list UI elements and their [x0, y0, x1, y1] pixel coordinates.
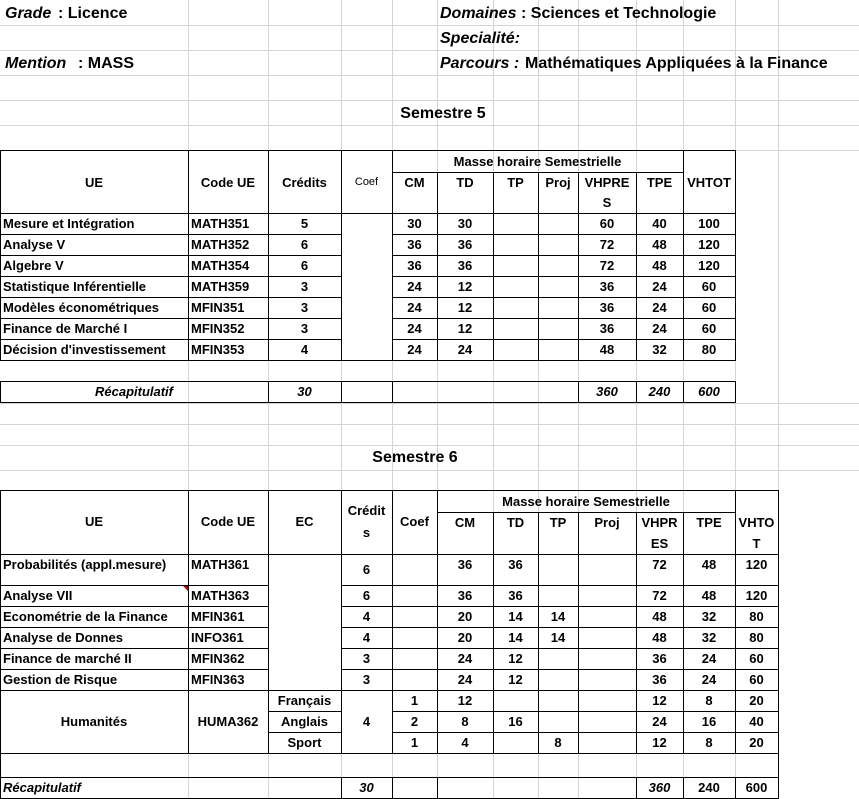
s6-hum-ec-name: Français	[277, 693, 332, 708]
s6-h-ue: UE	[84, 514, 104, 529]
s5-row-code: MFIN353	[191, 342, 245, 357]
s6-row-td: 14	[508, 630, 523, 645]
s5-h-ue: UE	[84, 175, 104, 190]
s5-row-credits: 5	[300, 216, 309, 231]
s6-row-vhpres: 36	[652, 672, 667, 687]
s6-row-code: INFO361	[191, 630, 244, 645]
s6-h-vhtot-2: T	[752, 536, 761, 551]
s6-row-vhtot: 120	[745, 588, 768, 603]
s5-row-tp	[493, 318, 538, 339]
specialite-label: Specialité:	[440, 30, 521, 47]
s5-row-vhpres: 72	[599, 258, 615, 273]
s6-hum-ec-cm: 8	[461, 714, 469, 729]
s6-row-vhpres: 48	[652, 630, 667, 645]
s6-hum-ec-tp	[538, 690, 578, 711]
parcours-value: Mathématiques Appliquées à la Finance	[525, 55, 828, 72]
s5-row-proj	[538, 234, 578, 255]
s5-row-vhtot: 60	[701, 321, 717, 336]
s5-row-vhpres: 48	[599, 342, 615, 357]
s5-h-masse: Masse horaire Semestrielle	[453, 154, 622, 169]
s6-hum-ec-tpe: 8	[705, 693, 713, 708]
s5-row-vhtot: 100	[698, 216, 720, 231]
s5-row-tpe: 40	[652, 216, 667, 231]
s5-h-vhpres-2: S	[602, 195, 612, 210]
s5-row-vhpres: 36	[599, 300, 615, 315]
domaines-label: Domaines	[440, 5, 517, 22]
s6-h-credits-2: s	[362, 525, 371, 540]
s5-row-cm: 24	[407, 321, 422, 336]
s6-row-credits: 6	[362, 588, 371, 603]
s6-title: Semestre 6	[372, 449, 458, 466]
s5-row-proj	[538, 339, 578, 360]
mention-label: Mention	[5, 55, 67, 72]
s6-hum-ec-name: Anglais	[281, 714, 328, 729]
s5-row-vhpres: 60	[599, 216, 615, 231]
s6-row-vhtot: 80	[749, 609, 764, 624]
s5-row-proj	[538, 255, 578, 276]
s5-row-credits: 4	[300, 342, 309, 357]
s6-h-coef: Coef	[400, 514, 429, 529]
s6-hum-ue: Humanités	[60, 714, 128, 729]
s5-recap-empty-cell	[392, 381, 579, 403]
s6-recap-tpe: 240	[698, 780, 720, 795]
s6-cell	[392, 669, 438, 691]
s6-row-cm: 20	[457, 609, 473, 624]
s6-h-td: TD	[506, 515, 525, 530]
s6-hum-ec-tp: 8	[554, 735, 562, 750]
s6-h-vhpres-2: ES	[650, 536, 669, 551]
s6-cell	[578, 648, 637, 670]
s5-row-code: MFIN351	[191, 300, 245, 315]
s6-h-vhtot: VHTO	[738, 515, 775, 530]
s5-row-cm: 30	[407, 216, 422, 231]
s5-row-cm: 24	[407, 279, 422, 294]
s6-hum-ec-coef: 2	[410, 714, 419, 729]
s6-hum-ec-cm: 4	[461, 735, 469, 750]
s6-row-tp	[538, 648, 578, 669]
s6-row-vhtot: 60	[749, 672, 764, 687]
s5-row-code: MATH354	[191, 258, 250, 273]
s6-row-code: MFIN362	[191, 651, 245, 666]
s5-h-vhtot: VHTOT	[687, 175, 731, 190]
s6-recap-credits: 30	[359, 780, 374, 795]
s6-hum-credits: 4	[362, 714, 371, 729]
s5-h-tp: TP	[507, 175, 524, 190]
s6-hum-cell	[578, 711, 637, 733]
s5-row-ue: Modèles économétriques	[3, 300, 160, 315]
s6-row-tpe: 32	[701, 609, 717, 624]
s5-row-vhtot: 60	[701, 300, 717, 315]
s5-row-tp	[493, 234, 538, 255]
s6-row-tpe: 24	[701, 651, 717, 666]
s6-row-td: 12	[508, 651, 523, 666]
s6-row-vhpres: 48	[652, 609, 667, 624]
s6-cell	[392, 606, 438, 628]
s6-row-td: 36	[508, 588, 523, 603]
s5-row-td: 12	[457, 279, 473, 294]
s6-row-ue: Probabilités (appl.mesure)	[3, 557, 167, 572]
s5-row-cm: 24	[407, 300, 422, 315]
s6-row-vhpres: 72	[652, 557, 667, 572]
s6-row-credits: 3	[362, 651, 371, 666]
s5-row-credits: 3	[300, 321, 309, 336]
s6-cell	[392, 627, 438, 649]
s6-cell	[578, 606, 637, 628]
s5-row-vhpres: 36	[599, 279, 615, 294]
s6-h-code: Code UE	[200, 514, 256, 529]
s6-hum-ec-tpe: 16	[701, 714, 717, 729]
s6-row-code: MFIN361	[191, 609, 245, 624]
s6-hum-ec-vhpres: 12	[652, 693, 667, 708]
s6-hum-ec-vhpres: 12	[652, 735, 667, 750]
s5-row-vhpres: 36	[599, 321, 615, 336]
s6-h-tp: TP	[549, 515, 567, 530]
s5-row-vhtot: 120	[698, 258, 720, 273]
s6-row-td: 14	[508, 609, 523, 624]
s6-row-cm: 20	[457, 630, 473, 645]
s5-recap-vhtot: 600	[698, 384, 720, 399]
s6-h-cm: CM	[454, 515, 476, 530]
s6-row-vhtot: 60	[749, 651, 764, 666]
grade-label: Grade	[5, 5, 52, 22]
s5-row-td: 36	[457, 258, 473, 273]
s5-row-cm: 36	[407, 237, 422, 252]
s5-row-tp	[493, 297, 538, 318]
s5-recap-coef-cell	[341, 381, 393, 403]
s5-h-vhpres: VHPRE	[584, 175, 630, 190]
s6-hum-ec-td: 16	[508, 714, 523, 729]
s5-title: Semestre 5	[400, 105, 486, 122]
s5-row-tp	[493, 255, 538, 276]
s5-h-code: Code UE	[200, 175, 256, 190]
s6-row-credits: 4	[362, 630, 371, 645]
s5-row-code: MATH351	[191, 216, 250, 231]
s5-row-code: MFIN352	[191, 321, 245, 336]
s5-row-tpe: 24	[652, 300, 667, 315]
s6-row-code: MFIN363	[191, 672, 245, 687]
s6-row-ue: Gestion de Risque	[3, 672, 118, 687]
s6-hum-ec-tp	[538, 711, 578, 732]
s6-hum-ec-tpe: 8	[705, 735, 713, 750]
s6-row-code: MATH361	[191, 557, 250, 572]
s5-row-code: MATH352	[191, 237, 250, 252]
s5-row-vhpres: 72	[599, 237, 615, 252]
s5-row-tpe: 48	[652, 237, 667, 252]
s6-row-tpe: 32	[701, 630, 717, 645]
s5-h-proj: Proj	[545, 175, 571, 190]
s5-row-tpe: 24	[652, 321, 667, 336]
s5-row-td: 12	[457, 300, 473, 315]
s5-row-td: 24	[457, 342, 473, 357]
s6-row-cm: 36	[457, 557, 473, 572]
s6-row-ue: Analyse de Donnes	[3, 630, 123, 645]
s5-row-td: 36	[457, 237, 473, 252]
s5-row-code: MATH359	[191, 279, 250, 294]
s5-row-credits: 3	[300, 279, 309, 294]
s6-row-tp	[538, 669, 578, 690]
s6-cell	[392, 648, 438, 670]
s5-row-proj	[538, 318, 578, 339]
domaines-value: : Sciences et Technologie	[521, 5, 717, 22]
s6-hum-ec-name: Sport	[287, 735, 322, 750]
s6-row-td: 12	[508, 672, 523, 687]
s5-row-vhtot: 120	[698, 237, 720, 252]
s5-row-ue: Statistique Inférentielle	[3, 279, 147, 294]
s6-row-cm: 24	[457, 651, 473, 666]
s5-row-cm: 24	[407, 342, 422, 357]
s5-row-tp	[493, 276, 538, 297]
s5-row-cm: 36	[407, 258, 422, 273]
s6-row-vhtot: 120	[745, 557, 768, 572]
s6-row-credits: 4	[362, 609, 371, 624]
s5-row-ue: Algebre V	[3, 258, 64, 273]
s6-row-cm: 24	[457, 672, 473, 687]
s5-row-proj	[538, 276, 578, 297]
s6-row-vhtot: 80	[749, 630, 764, 645]
s6-hum-ec-coef: 1	[410, 735, 419, 750]
s5-recap-vhpres: 360	[596, 384, 618, 399]
s5-h-cm: CM	[404, 175, 425, 190]
s5-row-vhtot: 80	[701, 342, 717, 357]
s5-h-coef: Coef	[354, 176, 379, 188]
s6-row-ue: Analyse VII	[3, 588, 73, 603]
s6-row-cm: 36	[457, 588, 473, 603]
s5-row-ue: Finance de Marché I	[3, 321, 128, 336]
s6-row-ue: Finance de marché II	[3, 651, 132, 666]
s6-row-credits: 6	[362, 562, 371, 577]
s5-h-tpe: TPE	[646, 175, 673, 190]
grade-value: : Licence	[58, 5, 128, 22]
s5-row-proj	[538, 297, 578, 318]
s6-row-credits: 3	[362, 672, 371, 687]
s5-row-td: 12	[457, 321, 473, 336]
s6-recap-coef-cell	[392, 777, 438, 799]
s6-row-tpe: 24	[701, 672, 717, 687]
s5-row-proj	[538, 213, 578, 234]
s6-recap-empty-cell	[437, 777, 637, 799]
s6-hum-code: HUMA362	[197, 714, 259, 729]
s6-recap-vhtot: 600	[745, 780, 768, 795]
mention-value: : MASS	[78, 55, 134, 72]
s5-row-tpe: 48	[652, 258, 667, 273]
s6-row-td: 36	[508, 557, 523, 572]
s6-h-masse: Masse horaire Semestrielle	[502, 494, 670, 509]
s6-row-vhpres: 72	[652, 588, 667, 603]
s6-row-tpe: 48	[701, 588, 717, 603]
s6-h-credits: Crédit	[347, 503, 386, 518]
s6-h-tpe: TPE	[696, 515, 722, 530]
s6-recap-vhpres: 360	[648, 780, 671, 795]
s6-hum-cell	[578, 732, 637, 754]
s6-h-proj: Proj	[594, 515, 620, 530]
s6-hum-cell	[578, 690, 637, 712]
s5-recap-tpe: 240	[648, 384, 671, 399]
s5-recap-label: Récapitulatif	[94, 384, 173, 399]
s6-row-tp: 14	[550, 609, 566, 624]
s6-hum-ec-vhtot: 20	[749, 735, 764, 750]
s6-cell	[578, 585, 637, 607]
s6-ec-merged	[268, 554, 342, 691]
s5-row-ue: Décision d'investissement	[3, 342, 166, 357]
s6-hum-ec-td	[493, 732, 538, 753]
s5-row-ue: Analyse V	[3, 237, 66, 252]
s6-hum-ec-vhpres: 24	[652, 714, 667, 729]
s6-recap-label: Récapitulatif	[3, 780, 82, 795]
s5-row-tp	[493, 213, 538, 234]
s6-row-vhpres: 36	[652, 651, 667, 666]
s5-row-credits: 6	[300, 258, 309, 273]
s5-row-ue: Mesure et Intégration	[3, 216, 135, 231]
s6-blank-row	[0, 753, 779, 778]
comment-indicator-icon[interactable]	[183, 586, 188, 591]
s5-row-vhtot: 60	[701, 279, 717, 294]
s6-cell	[578, 554, 637, 586]
s6-hum-ec-coef: 1	[410, 693, 419, 708]
s6-row-tpe: 48	[701, 557, 717, 572]
s6-h-ec: EC	[295, 514, 314, 529]
s5-recap-credits: 30	[297, 384, 312, 399]
s6-cell	[392, 585, 438, 607]
s5-h-td: TD	[456, 175, 474, 190]
s5-row-tpe: 24	[652, 279, 667, 294]
s6-hum-ec-vhtot: 20	[749, 693, 764, 708]
parcours-label: Parcours :	[440, 55, 520, 72]
s5-row-td: 30	[457, 216, 473, 231]
s5-row-tp	[493, 339, 538, 360]
s6-row-tp	[538, 554, 578, 575]
s6-hum-ec-cm: 12	[457, 693, 473, 708]
s5-row-credits: 3	[300, 300, 309, 315]
s6-hum-ec-td	[493, 690, 538, 711]
s6-cell	[392, 554, 438, 586]
s6-cell	[578, 669, 637, 691]
s5-row-tpe: 32	[652, 342, 667, 357]
s6-row-tp: 14	[550, 630, 566, 645]
s6-h-vhpres: VHPR	[641, 515, 678, 530]
s6-hum-ec-vhtot: 40	[749, 714, 764, 729]
s5-coef-merged	[341, 213, 393, 361]
s6-row-ue: Econométrie de la Finance	[3, 609, 168, 624]
s6-cell	[578, 627, 637, 649]
s6-row-code: MATH363	[191, 588, 250, 603]
s5-h-credits: Crédits	[282, 175, 327, 190]
s5-row-credits: 6	[300, 237, 309, 252]
s6-row-tp	[538, 585, 578, 606]
